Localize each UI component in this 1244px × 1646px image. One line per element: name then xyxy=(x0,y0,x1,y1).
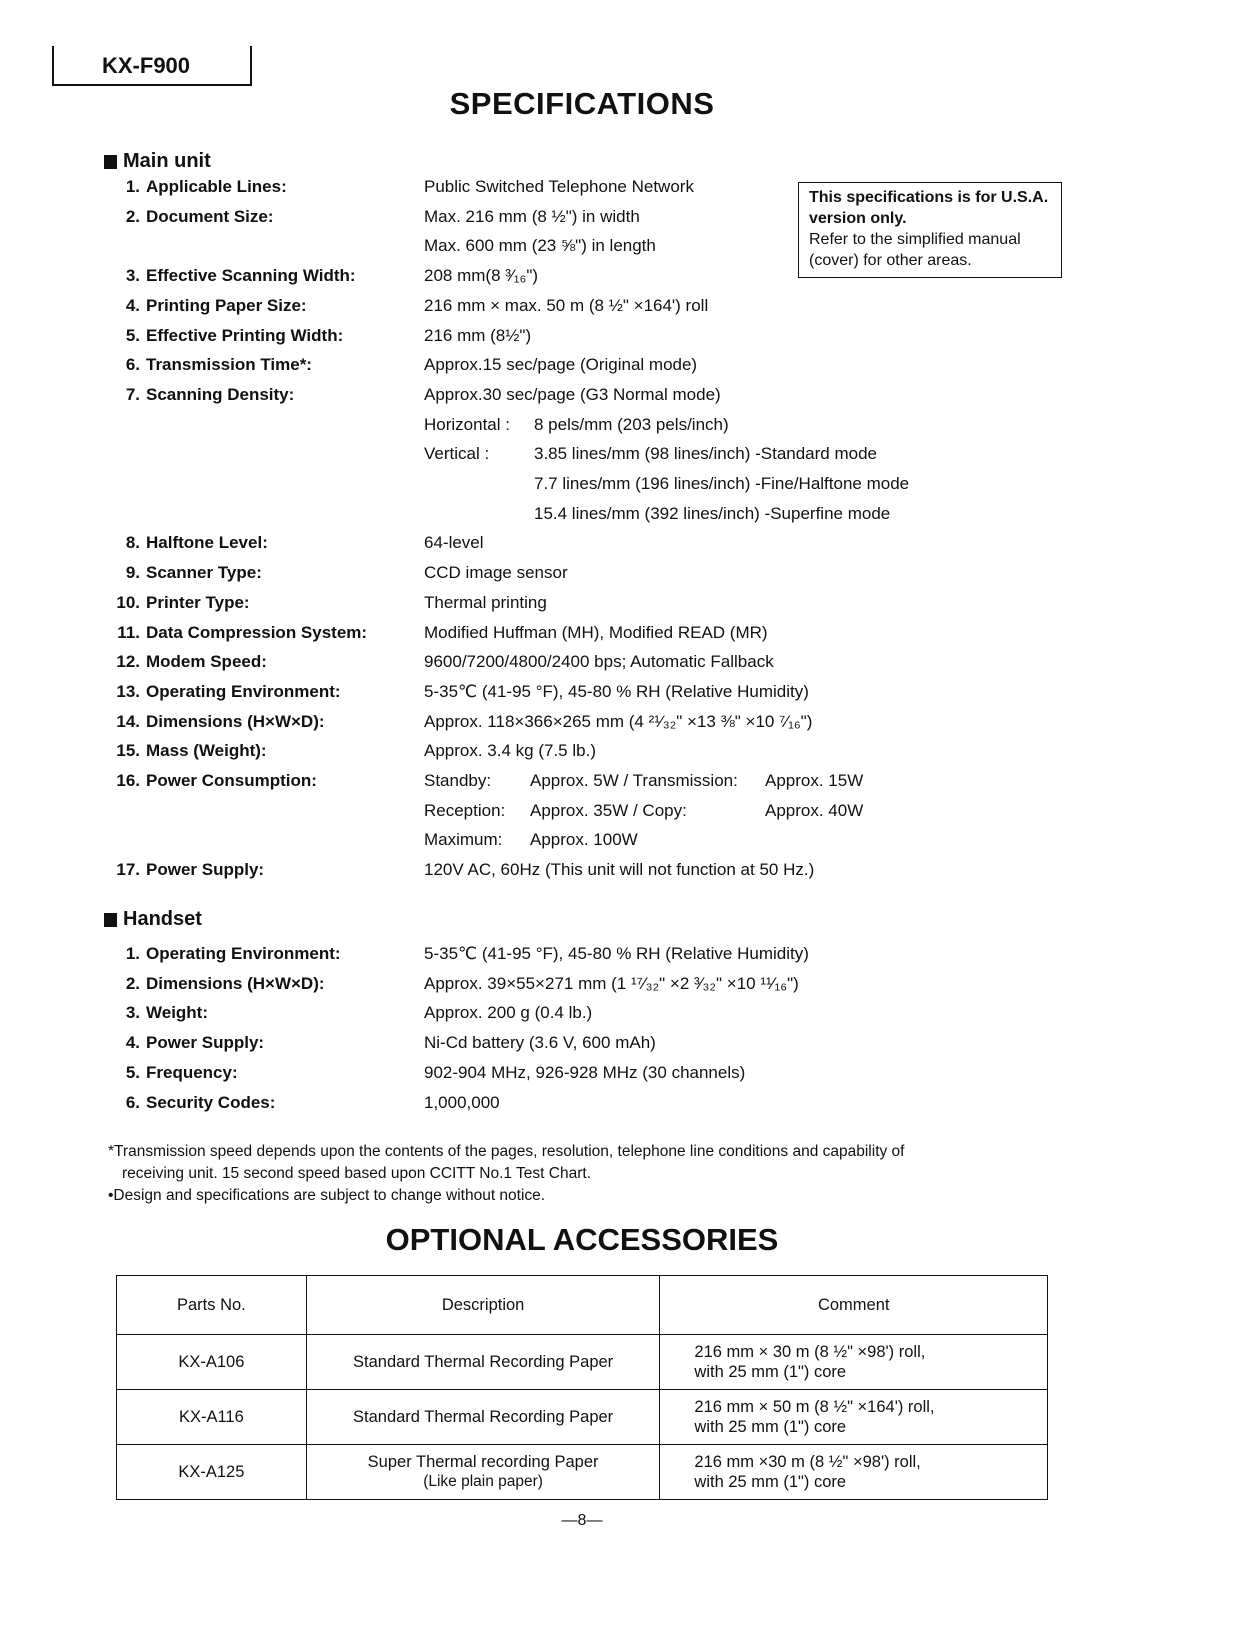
page-title: SPECIFICATIONS xyxy=(449,86,715,121)
footnotes: *Transmission speed depends upon the contents of the pages, resolution, telephone line conditions and capability of receiving unit. 15 second speed based upon CCITT No.1 Test Chart. •Design and specifications are subject to change without notice. xyxy=(108,1143,905,1204)
accessories-title: OPTIONAL ACCESSORIES xyxy=(385,1222,779,1257)
spec-row: 14. Dimensions (H×W×D): Approx. 118×366×265 mm (4 ²¹⁄₃₂" ×13 ⅜" ×10 ⁷⁄₁₆") xyxy=(116,711,813,731)
spec-row-scanning-density: 7. Scanning Density: Horizontal : 8 pels/mm (203 pels/inch) Vertical : 3.85 lines/mm (98 lines/inch) -Standard mode 7.7 lines/mm (196 lines/inch) -Fine/Halftone mode 15.4 lines/mm (392 lines/inch) -Superfine mode xyxy=(125,384,910,523)
table-row: KX-A106 Standard Thermal Recording Paper 216 mm × 30 m (8 ½" ×98') roll, with 25 mm (1") core xyxy=(117,1335,1048,1390)
handset-heading: Handset xyxy=(104,908,202,931)
spec-row: 12. Modem Speed: 9600/7200/4800/2400 bps; Automatic Fallback xyxy=(116,652,774,672)
spec-row: 1. Operating Environment: 5-35℃ (41-95 °F), 45-80 % RH (Relative Humidity) xyxy=(125,944,809,963)
bullet-square-icon xyxy=(104,155,117,169)
spec-row: 5. Frequency: 902-904 MHz, 926-928 MHz (30 channels) xyxy=(125,1062,746,1082)
accessories-table xyxy=(116,1275,1048,1500)
usa-version-notice: This specifications is for U.S.A. version only. Refer to the simplified manual (cover) for other areas. xyxy=(798,182,1062,278)
spec-row: 2. Document Size: Max. 216 mm (8 ½") in width Max. 600 mm (23 ⅝") in length xyxy=(125,206,656,256)
table-row: KX-A116 Standard Thermal Recording Paper 216 mm × 50 m (8 ½" ×164') roll, with 25 mm (1") core xyxy=(117,1390,1048,1445)
model-number: KX-F900 xyxy=(102,53,191,78)
main-unit-heading: Main unit xyxy=(104,150,211,173)
spec-row-power-consumption: 16. Power Consumption: Standby: Approx. 5W / Transmission: Approx. 15W Reception: Approx. 35W / Copy: Approx. 40W Maximum: Approx. 100W xyxy=(116,771,864,850)
spec-row: 3. Weight: Approx. 200 g (0.4 lb.) xyxy=(125,1003,593,1023)
spec-row: 3. Effective Scanning Width: 208 mm(8 ³⁄₁₆") xyxy=(125,266,539,286)
spec-row: 11. Data Compression System: Modified Huffman (MH), Modified READ (MR) xyxy=(117,622,768,642)
spec-row: 4. Printing Paper Size: 216 mm × max. 50 m (8 ½" ×164') roll xyxy=(125,295,709,315)
page-number: —8— xyxy=(561,1512,603,1529)
header-description: Description xyxy=(306,1276,660,1335)
spec-row: 9. Scanner Type: CCD image sensor xyxy=(125,563,568,583)
spec-row: 6. Transmission Time*: Approx.15 sec/page (Original mode) Approx.30 sec/page (G3 Normal mode) xyxy=(125,355,721,404)
handset-spec-list xyxy=(110,939,1110,1117)
spec-row: 6. Security Codes: 1,000,000 xyxy=(125,1092,500,1112)
spec-row: 1. Applicable Lines: Public Switched Telephone Network xyxy=(125,177,694,196)
main-unit-spec-list xyxy=(110,172,1110,885)
table-row: KX-A125 Super Thermal recording Paper (Like plain paper) 216 mm ×30 m (8 ½" ×98') roll, with 25 mm (1") core xyxy=(117,1445,1048,1500)
model-tab xyxy=(52,46,252,86)
header-comment: Comment xyxy=(660,1276,1048,1335)
spec-row: 10. Printer Type: Thermal printing xyxy=(116,592,547,612)
bullet-square-icon xyxy=(104,913,117,927)
spec-row: 13. Operating Environment: 5-35℃ (41-95 °F), 45-80 % RH (Relative Humidity) xyxy=(116,681,809,701)
table-header-row xyxy=(117,1276,1048,1335)
header-parts-no: Parts No. xyxy=(117,1276,307,1335)
spec-row: 2. Dimensions (H×W×D): Approx. 39×55×271 mm (1 ¹⁷⁄₃₂" ×2 ³⁄₃₂" ×10 ¹¹⁄₁₆") xyxy=(125,973,799,993)
spec-row: 15. Mass (Weight): Approx. 3.4 kg (7.5 lb.) xyxy=(116,741,596,761)
spec-row: 5. Effective Printing Width: 216 mm (8½") xyxy=(125,325,532,345)
spec-row: 8. Halftone Level: 64-level xyxy=(125,533,484,553)
spec-row: 17. Power Supply: 120V AC, 60Hz (This unit will not function at 50 Hz.) xyxy=(116,860,815,880)
spec-row: 4. Power Supply: Ni-Cd battery (3.6 V, 600 mAh) xyxy=(125,1033,656,1053)
